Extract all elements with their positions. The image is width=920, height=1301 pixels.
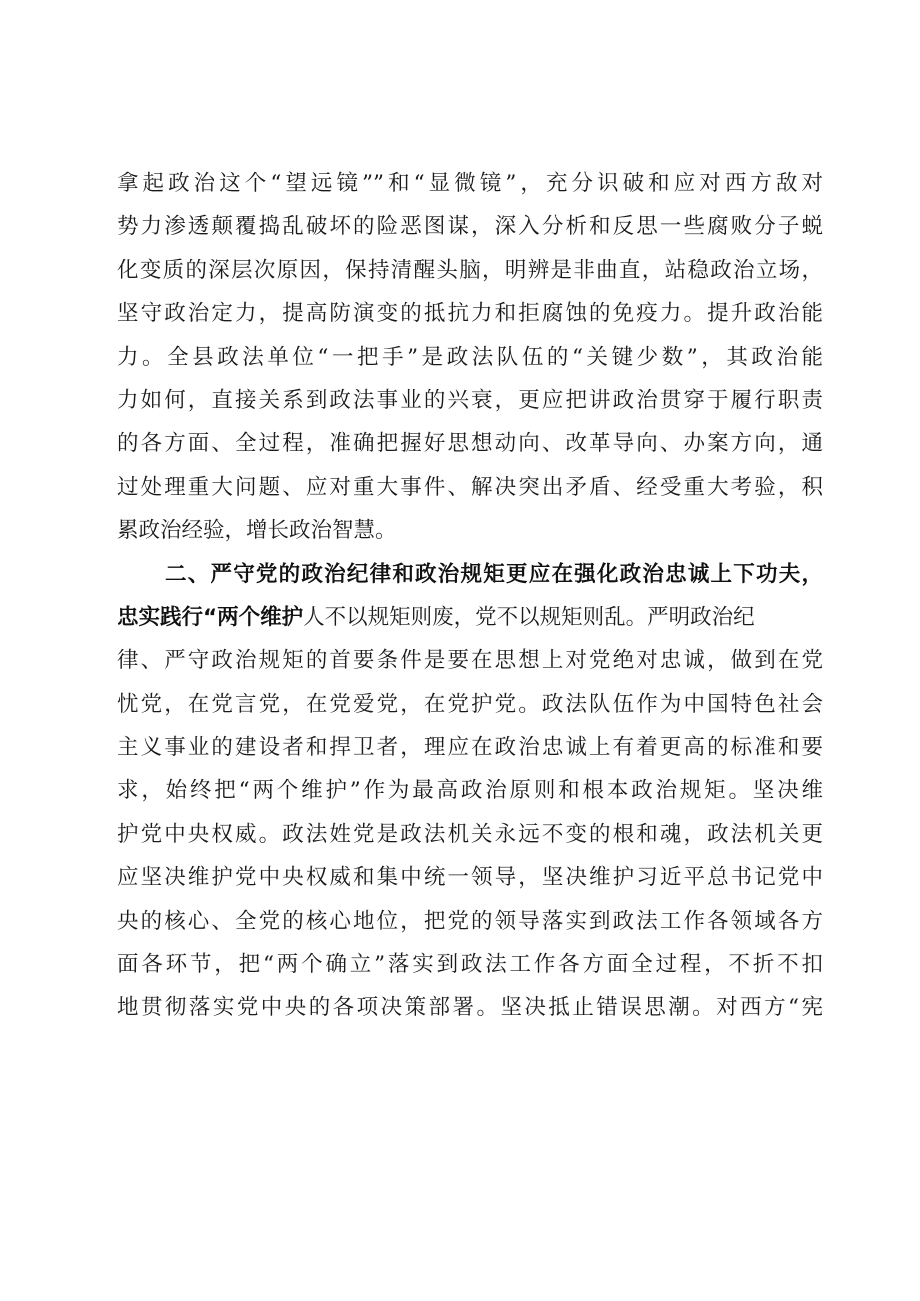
text-line: 势力渗透颠覆捣乱破坏的险恶图谋，深入分析和反思一些腐败分子蜕 (117, 214, 823, 240)
text-line: 累政治经验，增长政治智慧。 (117, 518, 397, 544)
text-line: 护党中央权威。政法姓党是政法机关永远不变的根和魂，政法机关更 (117, 821, 823, 847)
text-line: 主义事业的建设者和捍卫者，理应在政治忠诚上有着更高的标准和要 (117, 735, 823, 761)
text-run: 人不以规矩则废，党不以规矩则乱。严明政治纪 (303, 604, 755, 630)
text-line: 的各方面、全过程，准确把握好思想动向、改革导向、办案方向，通 (117, 431, 823, 457)
text-line: 应坚决维护党中央权威和集中统一领导，坚决维护习近平总书记党中 (117, 865, 823, 891)
text-line: 面各环节，把“两个确立”落实到政法工作各方面全过程，不折不扣 (117, 952, 823, 978)
text-line: 律、严守政治规矩的首要条件是要在思想上对党绝对忠诚，做到在党 (117, 648, 823, 674)
text-line: 央的核心、全党的核心地位，把党的领导落实到政法工作各领域各方 (117, 908, 823, 934)
text-line: 忧党，在党言党，在党爱党，在党护党。政法队伍作为中国特色社会 (117, 691, 823, 717)
text-line: 力。全县政法单位“一把手”是政法队伍的“关键少数”，其政治能 (117, 344, 823, 370)
text-line: 过处理重大问题、应对重大事件、解决突出矛盾、经受重大考验，积 (117, 474, 823, 500)
text-line: 地贯彻落实党中央的各项决策部署。坚决抵止错误思潮。对西方“宪 (117, 995, 823, 1021)
text-line: 坚守政治定力，提高防演变的抵抗力和拒腐蚀的免疫力。提升政治能 (117, 301, 823, 327)
body-text (117, 162, 823, 1030)
section-heading: 二、严守党的政治纪律和政治规矩更应在强化政治忠诚上下功夫， (165, 561, 823, 587)
heading-continuation-line (117, 596, 823, 639)
text-line: 力如何，直接关系到政法事业的兴衰，更应把讲政治贯穿于履行职责 (117, 387, 823, 413)
text-line: 拿起政治这个“望远镜””和“显微镜”，充分识破和应对西方敌对 (117, 171, 823, 196)
section-heading-tail: 忠实践行“两个维护 (117, 604, 304, 630)
text-line: 求，始终把“两个维护”作为最高政治原则和根本政治规矩。坚决维 (117, 778, 823, 804)
text-line: 化变质的深层次原因，保持清醒头脑，明辨是非曲直，站稳政治立场， (117, 257, 823, 283)
